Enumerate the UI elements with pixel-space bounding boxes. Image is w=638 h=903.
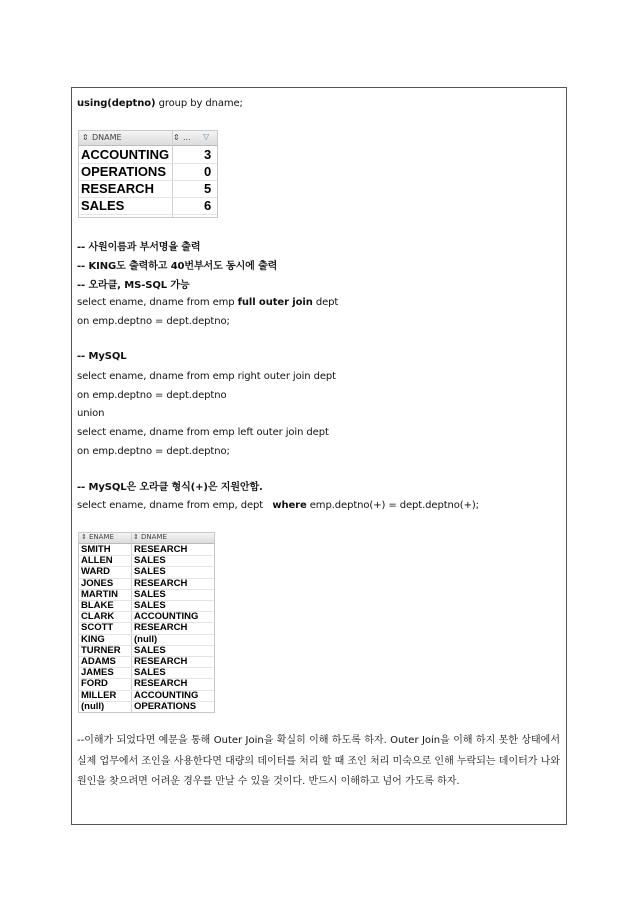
cell-dname: ACCOUNTING — [134, 611, 199, 623]
cell-ename: (null) — [81, 700, 105, 712]
header-dname: DNAME — [141, 533, 167, 541]
cell-ename: MARTIN — [81, 588, 118, 600]
cell-dname: SALES — [134, 644, 166, 656]
cell-ename: CLARK — [81, 611, 115, 623]
cell-dname: RESEARCH — [134, 577, 188, 589]
table-row — [79, 163, 217, 181]
code-line — [77, 499, 479, 512]
comment-line: -- 사원이름과 부서명을 출력 — [77, 242, 201, 253]
result-grid-ename-dname — [78, 532, 215, 713]
comment-line: -- MySQL은 오라클 형식(+)은 지원안함. — [77, 482, 263, 493]
code-bold: using(deptno) — [77, 98, 156, 109]
sort-icon: ⇕ — [133, 533, 139, 541]
cell-ename: MILLER — [81, 689, 117, 701]
cell-count: 6 — [204, 198, 212, 213]
sort-icon: ⇕ — [82, 133, 89, 142]
cell-dname: SALES — [134, 555, 166, 567]
cell-dname: (null) — [134, 633, 158, 645]
code-line: on emp.deptno = dept.deptno; — [77, 316, 230, 327]
cell-dname: RESEARCH — [134, 622, 188, 634]
header-extra: ... — [183, 133, 191, 142]
code-text: group by dname; — [155, 98, 243, 109]
code-line — [77, 296, 338, 309]
code-line: on emp.deptno = dept.deptno; — [77, 446, 230, 457]
cell-dname: OPERATIONS — [134, 700, 197, 712]
cell-ename: WARD — [81, 566, 111, 578]
cell-ename: BLAKE — [81, 600, 114, 611]
cell-dname: SALES — [134, 588, 166, 600]
comment-line: -- 오라클, MS-SQL 가능 — [77, 280, 190, 291]
cell-ename: FORD — [81, 678, 108, 690]
code-line: select ename, dname from emp left outer join dept — [77, 427, 329, 438]
cell-ename: SCOTT — [81, 622, 114, 634]
comment-line: -- KING도 출력하고 40번부서도 동시에 출력 — [77, 261, 278, 272]
cell-ename: JAMES — [81, 667, 114, 679]
header-ename: ENAME — [89, 533, 114, 541]
code-text: dept — [312, 297, 339, 308]
code-bold: full outer join — [237, 297, 313, 308]
code-text: select ename, dname from emp — [77, 297, 238, 308]
cell-count: 0 — [204, 164, 212, 179]
result-grid-dname — [78, 130, 218, 218]
code-line: select ename, dname from emp right outer join dept — [77, 371, 336, 382]
cell-count: 5 — [204, 181, 212, 196]
cell-dname: SALES — [134, 667, 166, 679]
cell-dname: SALES — [134, 600, 166, 611]
cell-dname: SALES — [134, 566, 166, 578]
grid-header — [79, 533, 214, 544]
cell-ename: ALLEN — [81, 555, 113, 567]
header-dname: DNAME — [92, 133, 122, 142]
cell-dname: ACCOUNTING — [81, 147, 170, 162]
cell-dname: RESEARCH — [134, 656, 188, 667]
code-line: on emp.deptno = dept.deptno — [77, 390, 227, 401]
table-row — [79, 701, 214, 713]
cell-ename: SMITH — [81, 544, 111, 555]
cell-ename: JONES — [81, 577, 114, 589]
cell-ename: TURNER — [81, 644, 121, 656]
cell-ename: ADAMS — [81, 656, 116, 667]
explanation-paragraph: --이해가 되었다면 예문을 통해 Outer Join을 확실히 이해 하도록 하자. Outer Join을 이해 하지 못한 상태에서 실제 업무에서 조인을 사용한다면 대량의 데이터를 처리 할 때 조인 처리 미숙으로 인해 누락되는 데이터가 나와 원인을 찾으려면 어려운 경우를 만날 수 있을 것이다. 반드시 이해하고 넘어 가도록 하자. — [77, 735, 560, 787]
grid-header — [79, 131, 217, 146]
code-line-using — [77, 97, 243, 110]
cell-count: 3 — [204, 147, 212, 162]
code-text: emp.deptno(+) = dept.deptno(+); — [306, 500, 479, 511]
table-row — [79, 146, 217, 164]
code-bold: where — [272, 500, 307, 511]
table-row — [79, 197, 217, 215]
sort-icon: ⇕ — [81, 533, 87, 541]
code-line: union — [77, 408, 105, 419]
cell-dname: RESEARCH — [134, 678, 188, 690]
cell-dname: ACCOUNTING — [134, 689, 199, 701]
sort-icon: ⇕ — [173, 133, 180, 142]
cell-ename: KING — [81, 633, 105, 645]
filter-icon: ▽ — [203, 132, 210, 141]
cell-dname: RESEARCH — [81, 181, 154, 196]
cell-dname: RESEARCH — [134, 544, 188, 555]
comment-line: -- MySQL — [77, 351, 127, 362]
table-row — [79, 180, 217, 198]
cell-dname: OPERATIONS — [81, 164, 166, 179]
cell-dname: SALES — [81, 198, 125, 213]
code-text: select ename, dname from emp, dept — [77, 500, 273, 511]
